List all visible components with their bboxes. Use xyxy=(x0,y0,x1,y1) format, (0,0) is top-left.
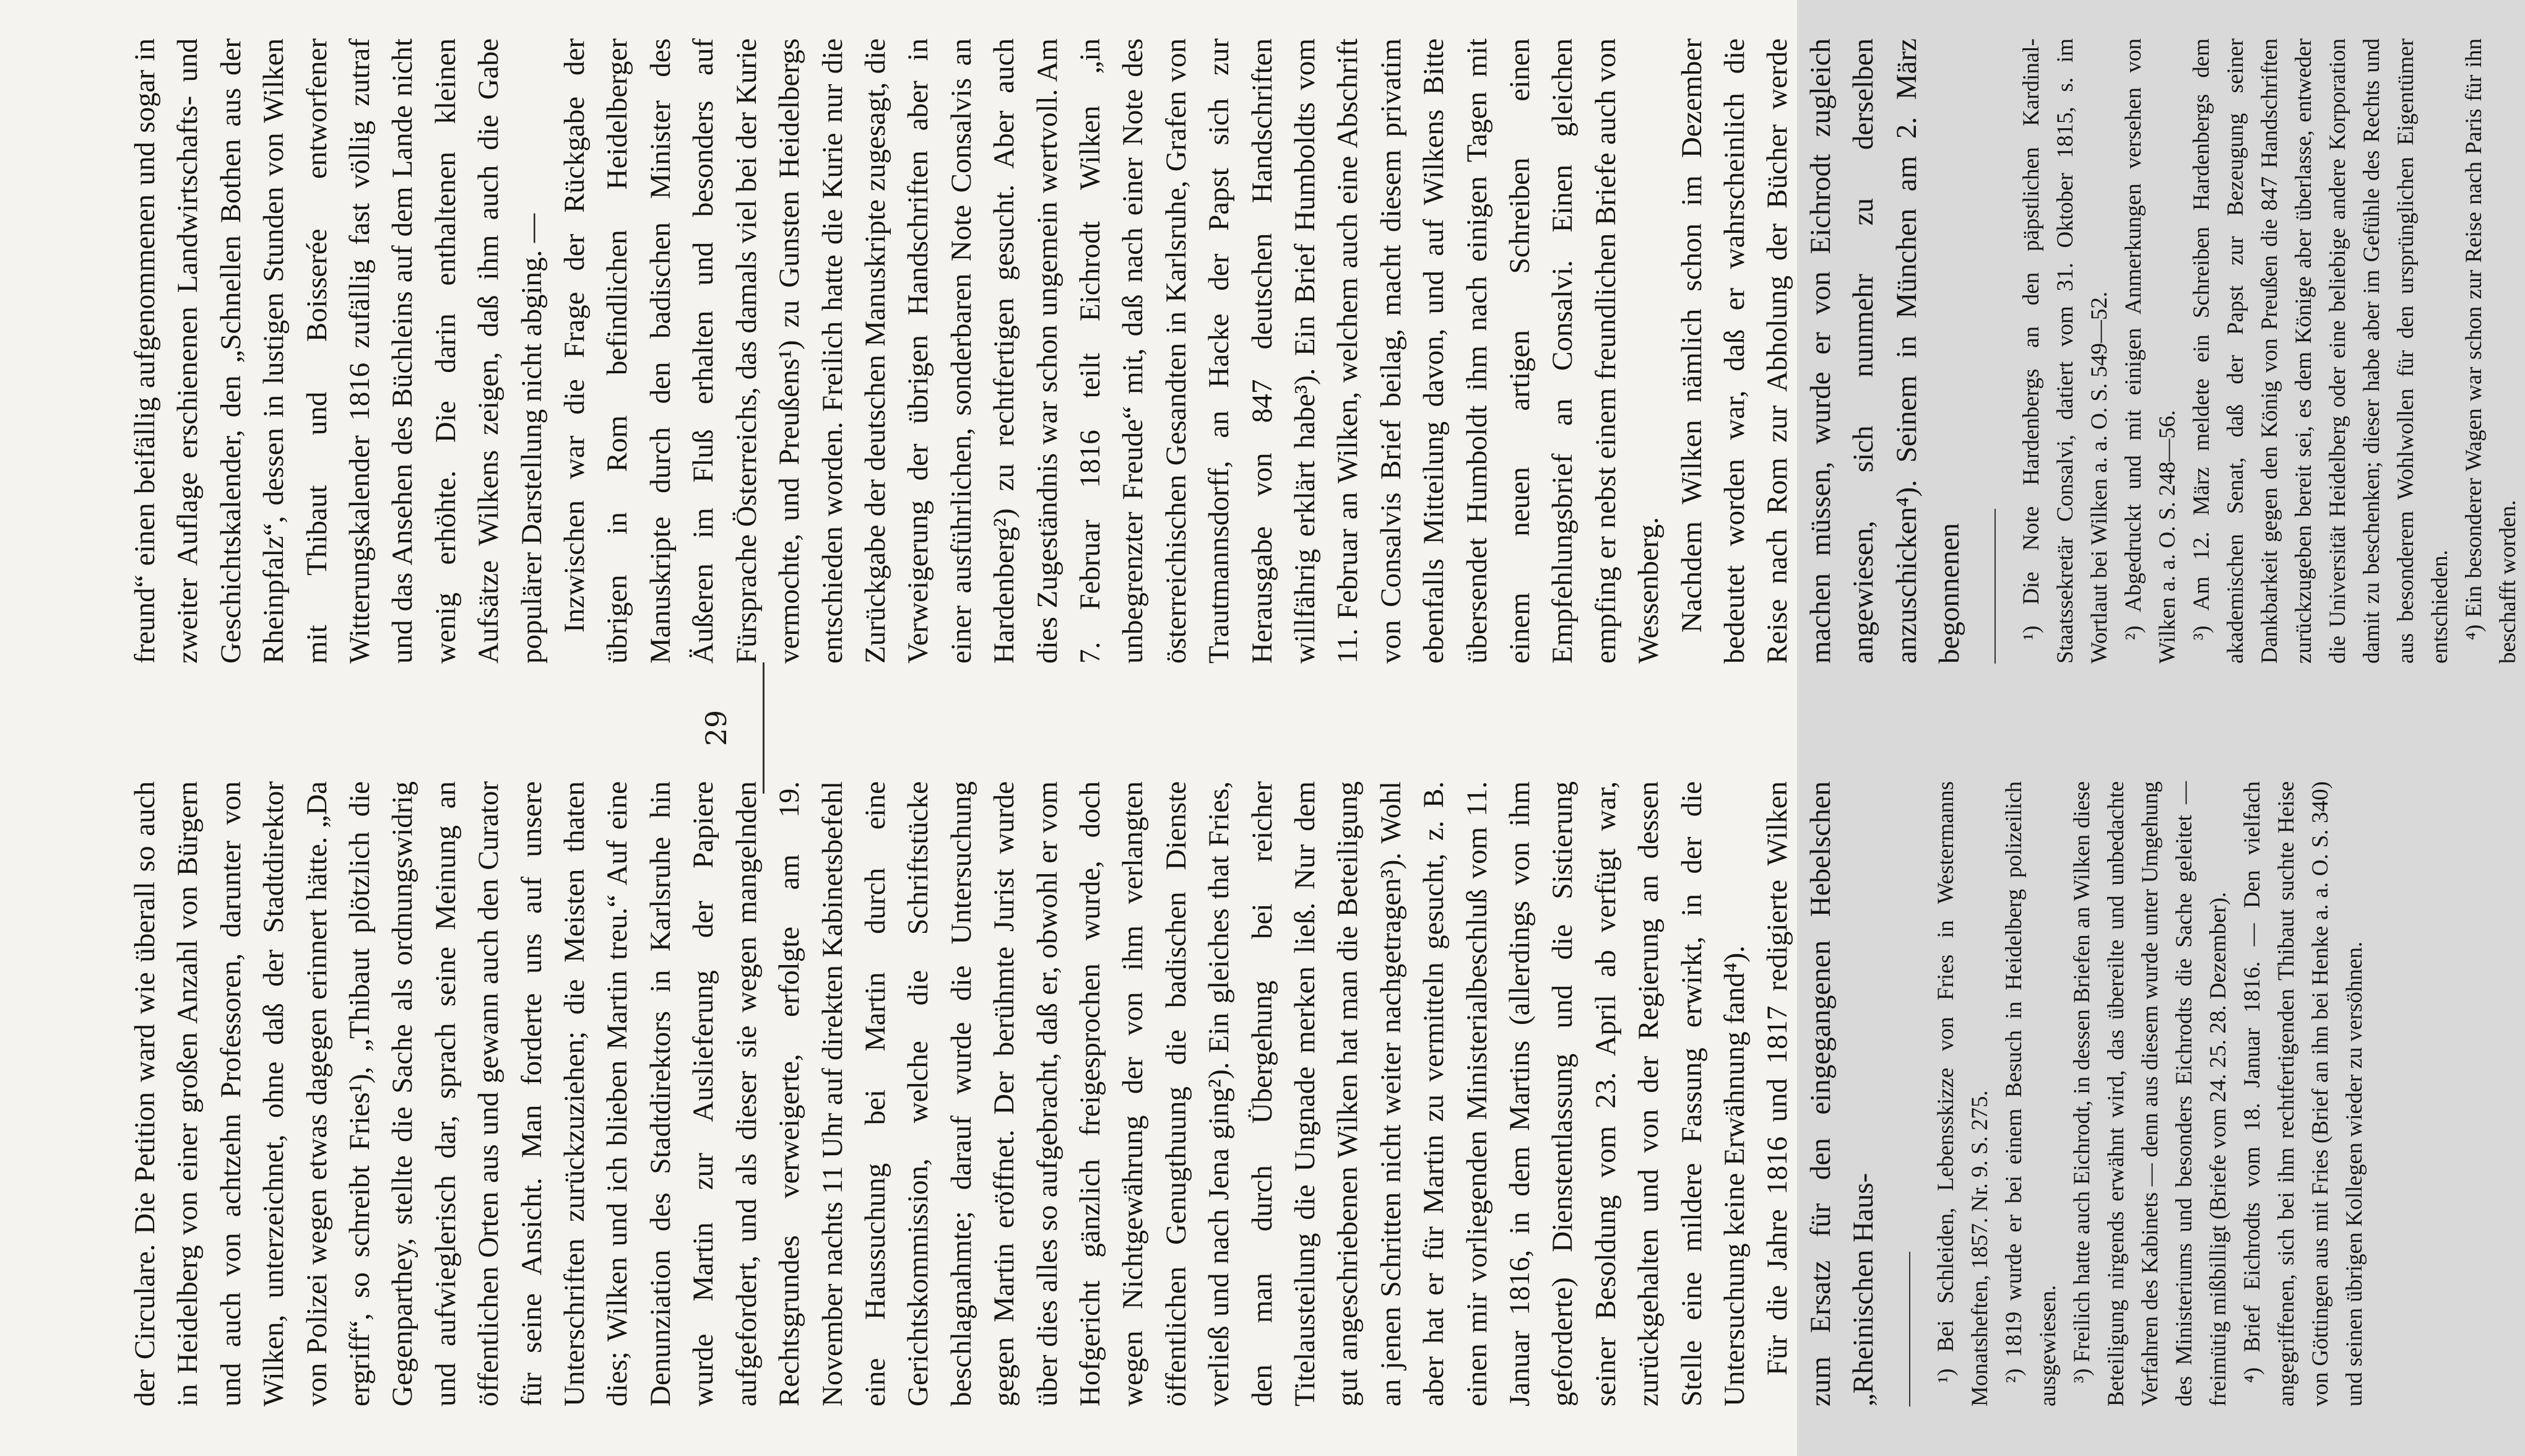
left-footnote-2: ²) 1819 wurde er bei einem Besuch in Heidelberg polizeilich ausgewiesen. xyxy=(2001,781,2061,1406)
right-body-text xyxy=(124,38,1971,664)
left-body-text xyxy=(124,781,1886,1406)
left-footnotes xyxy=(1929,781,2371,1406)
right-footnotes xyxy=(2014,38,2525,664)
right-column xyxy=(124,38,2525,664)
left-footnote-rule xyxy=(1909,1252,1910,1406)
page-number-rule xyxy=(763,662,764,794)
left-paragraph-1: der Circulare. Die Petition ward wie überall so auch in Heidelberg von einer großen Anzahl von Bürgern und auch von achtzehn Professoren, darunter von Wilken, unterzeichnet, ohne daß der Stadtdirektor von Polizei wegen etwas dagegen erinnert hätte. „Da ergriff“, so schreibt Fries¹), „Thibaut plötzlich die Gegenparthey, stellte die Sache als ordnungswidrig und aufwieglerisch dar, sprach seine Meinung an öffentlichen Orten aus und gewann auch den Curator für seine Ansicht. Man forderte uns auf unsere Unterschriften zurückzuziehen; die Meisten thaten dies; Wilken und ich blieben Martin treu.“ Auf eine Denunziation des Stadtdirektors in Karlsruhe hin wurde Martin zur Auslieferung der Papiere aufgefordert, und als dieser sie wegen mangelnden Rechtsgrundes verweigerte, erfolgte am 19. November nachts 11 Uhr auf direkten Kabinetsbefehl eine Haussuchung bei Martin durch eine Gerichtskommission, welche die Schriftstücke beschlagnahmte; darauf wurde die Untersuchung gegen Martin eröffnet. Der berühmte Jurist wurde über dies alles so aufgebracht, daß er, obwohl er vom Hofgericht gänzlich freigesprochen wurde, doch wegen Nichtgewährung der von ihm verlangten öffentlichen Genugthuung die badischen Dienste verließ und nach Jena ging²). Ein gleiches that Fries, den man durch Übergehung bei reicher Titelausteilung die Ungnade merken ließ. Nur dem gut angeschriebenen Wilken hat man die Beteiligung an jenen Schritten nicht weiter nachgetragen³). Wohl aber hat er für Martin zu vermitteln gesucht, z. B. einen mir vorliegenden Ministerialbeschluß vom 11. Januar 1816, in dem Martins (allerdings von ihm geforderte) Dienstentlassung und die Sistierung seiner Besoldung vom 23. April ab verfügt war, zurückgehalten und von der Regierung an dessen Stelle eine mildere Fassung erwirkt, in der die Untersuchung keine Erwähnung fand⁴). xyxy=(129,781,1751,1406)
left-column xyxy=(124,781,2371,1406)
right-paragraph-1: freund“ einen beifällig aufgenommenen und sogar in zweiter Auflage erschienenen Landwirtschafts- und Geschichtskalender, den „Schnellen Bothen aus der Rheinpfalz“, dessen in lustigen Stunden von Wilken mit Thibaut und Boisserée entworfener Witterungskalender 1816 zufällig fast völlig zutraf und das Ansehen des Büchleins auf dem Lande nicht wenig erhöhte. Die darin enthaltenen kleinen Aufsätze Wilkens zeigen, daß ihm auch die Gabe populärer Darstellung nicht abging. — xyxy=(129,38,548,664)
right-footnote-1: ¹) Die Note Hardenbergs an den päpstlichen Kardinal-Staatssekretär Consalvi, datiert vom 31. Oktober 1815, s. im Wortlaut bei Wilken a. a. O. S. 549—52. xyxy=(2019,38,2113,664)
right-footnote-3: ³) Am 12. März meldete ein Schreiben Hardenbergs dem akademischen Senat, daß der Papst zur Bezeugung seiner Dankbarkeit gegen den König von Preußen die 847 Handschriften zurückzugeben bereit sei, es dem Könige aber überlasse, entweder die Universität Heidelberg oder eine beliebige andere Korporation damit zu beschenken; dieser habe aber im Gefühle des Rechts und aus besonderem Wohlwollen für den ursprünglichen Eigentümer entschieden. xyxy=(2189,38,2453,664)
left-paragraph-2: Für die Jahre 1816 und 1817 redigierte Wilken zum Ersatz für den eingegangenen Hebelschen „Rheinischen Haus- xyxy=(1761,781,1880,1406)
right-paragraph-3: Nachdem Wilken nämlich schon im Dezember bedeutet worden war, daß er wahrscheinlich die Reise nach Rom zur Abholung der Bücher werde machen müssen, wurde er von Eichrodt zugleich angewiesen, sich nunmehr zu derselben anzuschicken⁴). Seinem in München am 2. März begonnenen xyxy=(1675,38,1966,664)
right-footnote-4: ⁴) Ein besonderer Wagen war schon zur Reise nach Paris für ihn beschafft worden. xyxy=(2461,38,2521,664)
right-footnote-rule xyxy=(1994,509,1996,664)
left-footnote-3: ³) Freilich hatte auch Eichrodt, in dessen Briefen an Wilken diese Beteiligung nirgends erwähnt wird, das übereilte und unbedachte Verfahren des Kabinets — denn aus diesem wurde unter Umgehung des Ministeriums und besonders Eichrodts die Sache geleitet — freimütig mißbilligt (Briefe vom 24. 25. 28. Dezember). xyxy=(2069,781,2231,1406)
right-paragraph-2: Inzwischen war die Frage der Rückgabe der übrigen in Rom befindlichen Heidelberger Manuskripte durch den badischen Minister des Äußeren im Fluß erhalten und besonders auf Fürsprache Österreichs, das damals viel bei der Kurie vermochte, und Preußens¹) zu Gunsten Heidelbergs entschieden worden. Freilich hatte die Kurie nur die Zurückgabe der deutschen Manuskripte zugesagt, die Verweigerung der übrigen Handschriften aber in einer ausführlichen, sonderbaren Note Consalvis an Hardenberg²) zu rechtfertigen gesucht. Aber auch dies Zugeständnis war schon ungemein wertvoll. Am 7. Februar 1816 teilt Eichrodt Wilken „in unbegrenzter Freude“ mit, daß nach einer Note des österreichischen Gesandten in Karlsruhe, Grafen von Trautmannsdorff, an Hacke der Papst sich zur Herausgabe von 847 deutschen Handschriften willfährig erklärt habe³). Ein Brief Humboldts vom 11. Februar an Wilken, welchem auch eine Abschrift von Consalvis Brief beilag, macht diesem privatim ebenfalls Mitteilung davon, und auf Wilkens Bitte übersendet Humboldt ihm nach einigen Tagen mit einem neuen artigen Schreiben einen Empfehlungsbrief an Consalvi. Einen gleichen empfing er nebst einem freundlichen Briefe auch von Wessenberg. xyxy=(558,38,1665,664)
left-footnote-1: ¹) Bei Schleiden, Lebensskizze von Fries in Westermanns Monatsheften, 1857. Nr. 9. S. 275. xyxy=(1933,781,1993,1406)
left-footnote-4: ⁴) Brief Eichrodts vom 18. Januar 1816. — Den vielfach angegriffenen, sich bei ihm rechtfertigenden Thibaut suchte Heise von Göttingen aus mit Fries (Brief an ihn bei Henke a. a. O. S. 340) und seinen übrigen Kollegen wieder zu versöhnen. xyxy=(2239,781,2367,1406)
page-number: 29 xyxy=(699,709,733,747)
right-footnote-2: ²) Abgedruckt und mit einigen Anmerkungen versehen von Wilken a. a. O. S. 248—56. xyxy=(2121,38,2181,664)
